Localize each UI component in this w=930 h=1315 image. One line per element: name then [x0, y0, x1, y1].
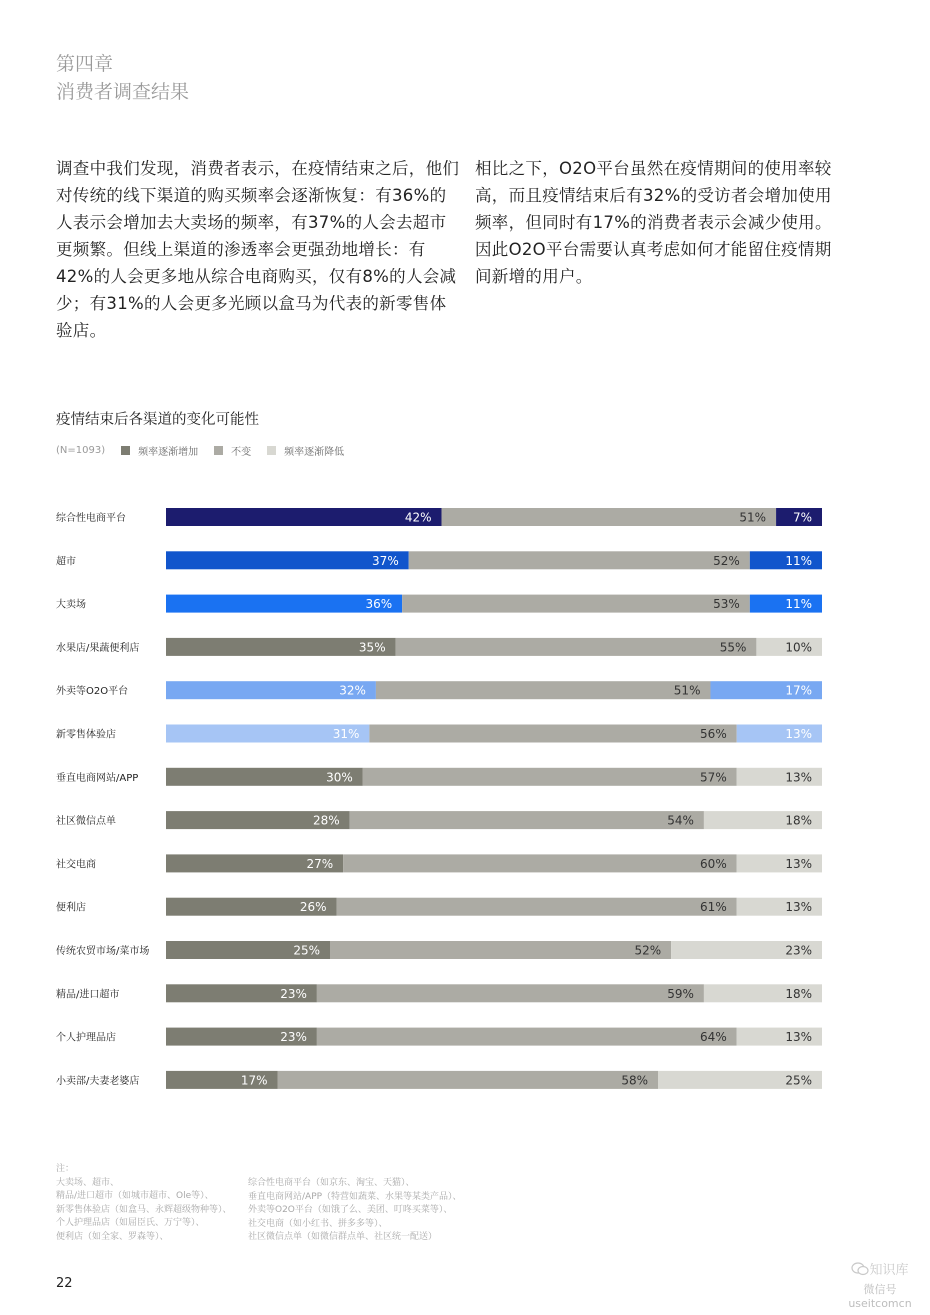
bar-segment-same [376, 681, 711, 699]
note-line: 新零售体验店（如盒马、永辉超级物种等）、 [56, 1204, 232, 1215]
data-label: 23% [280, 1030, 307, 1045]
data-label: 51% [673, 683, 701, 698]
data-label: 37% [372, 553, 399, 568]
data-label: 13% [785, 1030, 812, 1045]
category-label: 综合性电商平台 [56, 513, 126, 524]
category-label: 社区微信点单 [56, 816, 116, 828]
chapter-number: 第四章 [56, 53, 114, 75]
data-label: 56% [700, 727, 727, 741]
data-label: 58% [621, 1073, 648, 1088]
data-label: 10% [785, 640, 812, 655]
category-label: 小卖部/夫妻老婆店 [56, 1075, 140, 1087]
data-label: 13% [785, 770, 812, 785]
data-label: 27% [306, 856, 334, 871]
data-label: 7% [792, 510, 812, 525]
data-label: 53% [713, 597, 740, 612]
bar-segment-increase [166, 508, 442, 526]
bar-segment-same [343, 854, 737, 872]
category-label: 超市 [56, 556, 76, 568]
bar-segment-same [396, 638, 757, 656]
category-label: 水果店/果蔬便利店 [56, 642, 140, 654]
data-label: 25% [785, 1073, 812, 1088]
data-label: 13% [785, 727, 812, 741]
category-label: 新零售体验店 [56, 729, 116, 741]
category-label: 传统农贸市场/菜市场 [56, 946, 150, 957]
data-label: 51% [739, 510, 767, 525]
category-label: 精品/进口超市 [56, 989, 120, 1001]
data-label: 25% [293, 943, 320, 958]
note-line: 个人护理品店（如屈臣氏、万宁等）、 [56, 1218, 205, 1228]
data-label: 28% [313, 813, 340, 828]
category-label: 便利店 [56, 902, 86, 914]
note-line: 社交电商（如小红书、拼多多等）、 [248, 1218, 388, 1229]
data-label: 23% [280, 986, 307, 1001]
legend-swatch-same [214, 446, 223, 455]
data-label: 64% [700, 1030, 727, 1045]
note-line: 外卖等O2O平台（如饿了么、美团、叮咚买菜等）、 [248, 1205, 453, 1215]
page-number: 22 [56, 1276, 73, 1291]
data-label: 11% [785, 553, 812, 568]
body-paragraph-left: 调查中我们发现，消费者表示，在疫情结束之后，他们对传统的线下渠道的购买频率会逐渐恢复：有36%的人表示会增加去大卖场的频率，有37%的人会去超市更频繁。但线上渠道的渗透率会更强劲地增长：有42%的人会更多地从综合电商购买，仅有8%的人会减少；有31%的人会更多光顾以盒马为代表的新零售体验店。 [56, 159, 460, 340]
watermark-title: 知识库 [869, 1263, 909, 1278]
bar-segment-same [402, 595, 750, 613]
wechat-icon [851, 1262, 869, 1276]
notes-left [56, 1163, 232, 1244]
data-label: 32% [339, 683, 366, 698]
data-label: 30% [326, 770, 353, 785]
bar-segment-same [369, 725, 736, 743]
bar-segment-same [317, 1028, 737, 1046]
category-label: 社交电商 [56, 859, 96, 871]
bar-segment-same [363, 768, 737, 786]
bar-segment-same [337, 898, 737, 916]
data-label: 18% [785, 813, 812, 828]
data-label: 13% [785, 856, 812, 871]
note-line: 垂直电商网站/APP（特营如蔬菜、水果等某类产品）、 [248, 1191, 462, 1202]
legend-item-same [214, 443, 251, 458]
data-label: 23% [785, 943, 812, 958]
chart-title: 疫情结束后各渠道的变化可能性 [56, 412, 259, 428]
note-line: 便利店（如全家、罗森等）、 [56, 1231, 169, 1242]
data-label: 54% [667, 813, 694, 828]
data-label: 42% [404, 510, 432, 525]
data-label: 31% [332, 727, 360, 741]
bar-segment-same [317, 984, 704, 1002]
note-line: 注： [56, 1164, 75, 1174]
note-line: 精品/进口超市（如城市超市、Ole等）、 [56, 1191, 214, 1201]
data-label: 57% [700, 770, 727, 785]
data-label: 61% [700, 900, 727, 915]
data-label: 35% [358, 640, 386, 655]
bar-segment-same [350, 811, 704, 829]
note-line: 综合性电商平台（如京东、淘宝、天猫）、 [248, 1178, 415, 1188]
legend-item-decrease [267, 443, 344, 458]
data-label: 52% [713, 553, 740, 568]
category-label: 外卖等O2O平台 [56, 686, 129, 698]
bar-segment-same [409, 551, 750, 569]
data-label: 60% [700, 856, 727, 871]
data-label: 36% [365, 597, 393, 612]
body-paragraph-right: 相比之下，O2O平台虽然在疫情期间的使用率较高，而且疫情结束后有32%的受访者会增加使用频率，但同时有17%的消费者表示会减少使用。因此O2O平台需要认真考虑如何才能留住疫情期间新增的用户。 [475, 159, 832, 286]
data-label: 18% [785, 986, 812, 1001]
legend-label-same: 不变 [231, 447, 252, 458]
legend-swatch-increase [121, 446, 130, 455]
category-label: 大卖场 [56, 599, 86, 611]
category-label: 垂直电商网站/APP [56, 772, 139, 784]
watermark-subtitle: 微信号 useitcomcn [848, 1283, 912, 1310]
bar-segment-same [442, 508, 777, 526]
chapter-heading [56, 50, 189, 106]
data-label: 55% [719, 640, 747, 655]
legend-swatch-decrease [267, 446, 276, 455]
legend-label-increase: 频率逐渐增加 [138, 447, 199, 458]
note-line: 大卖场、超市、 [56, 1177, 120, 1188]
data-label: 13% [785, 900, 812, 915]
data-label: 59% [667, 986, 694, 1001]
data-label: 17% [240, 1073, 268, 1088]
notes-right [248, 1177, 462, 1245]
data-label: 26% [299, 900, 327, 915]
category-label: 个人护理品店 [56, 1032, 116, 1044]
stacked-bar-chart [0, 490, 930, 1110]
data-label: 17% [785, 683, 812, 698]
bar-segment-same [330, 941, 671, 959]
sample-size: (N=1093) [56, 445, 106, 456]
data-label: 11% [785, 597, 812, 612]
bar-segment-same [278, 1071, 658, 1089]
legend-label-decrease: 频率逐渐降低 [284, 447, 345, 458]
watermark [840, 1259, 920, 1310]
chapter-title: 消费者调查结果 [56, 81, 190, 103]
note-line: 社区微信点单（如微信群点单、社区统一配送） [248, 1232, 438, 1242]
legend-item-increase [121, 443, 198, 458]
chart-legend [56, 443, 360, 458]
data-label: 52% [634, 943, 662, 958]
